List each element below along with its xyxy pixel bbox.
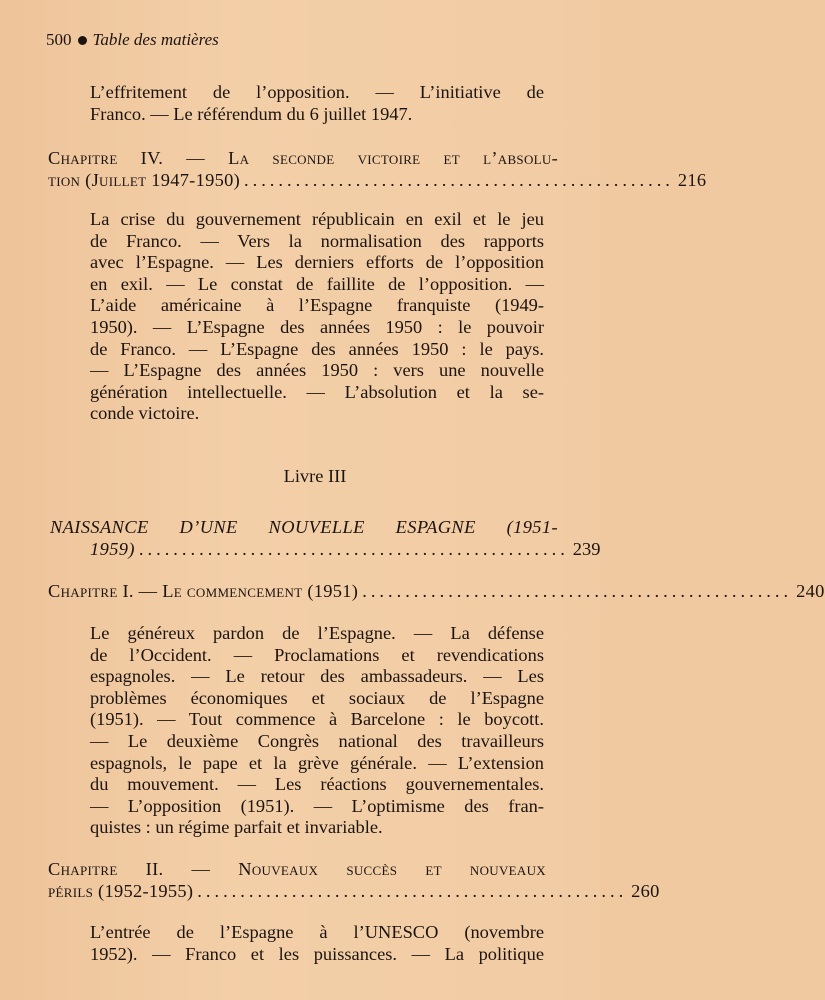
chapter-iv-heading [48,148,707,191]
summary-line: espagnols, le pape et la grève générale. — L’extension [90,752,544,773]
continuation-summary [90,82,544,125]
summary-line: — Le deuxième Congrès national des travailleurs [90,730,544,751]
chapter-title-line: Chapitre II. — Nouveaux succès et nouveaux [48,859,546,879]
book-iii-title [48,517,601,560]
summary-line: de Franco. — Vers la normalisation des rapports [90,230,544,251]
chapter-title-line: Chapitre I. — Le commencement (1951) [48,581,359,601]
summary-line: — L’Espagne des années 1950 : vers une nouvelle [90,360,544,381]
book-label [0,466,630,488]
bullet-icon [78,36,87,45]
running-title: Table des matières [92,30,219,49]
chapter-entry [48,581,825,603]
summary-line: 1950). — L’Espagne des années 1950 : le pouvoir [90,316,544,337]
summary-line: L’effritement de l’opposition. — L’initiative de [90,82,544,102]
chapter-ii-summary [90,922,544,965]
summary-line: (1951). — Tout commence à Barcelone : le boycott. [90,709,544,730]
book-entry [48,538,601,561]
summary-line: 1952). — Franco et les puissances. — La politique [90,943,544,964]
summary-line: de l’Occident. — Proclamations et revendications [90,644,544,665]
dot-leader: .................................................. [362,581,793,601]
book-page-number: 239 [572,538,601,559]
chapter-entry [48,169,707,192]
summary-line: La crise du gouvernement républicain en exil et le jeu [90,209,544,229]
chapter-page-number: 260 [631,880,660,901]
summary-line: problèmes économiques et sociaux de l’Espagne [90,687,544,708]
dot-leader: .................................................. [244,169,674,190]
chapter-entry [48,880,660,903]
summary-line: L’aide américaine à l’Espagne franquiste (1949- [90,295,544,316]
summary-line: Franco. — Le référendum du 6 juillet 1947. [90,103,413,124]
chapter-page-number: 216 [677,169,707,190]
summary-line: quistes : un régime parfait et invariable. [90,817,383,838]
summary-line: du mouvement. — Les réactions gouvernementales. [90,774,544,795]
summary-line: avec l’Espagne. — Les derniers efforts de l’opposition [90,252,544,273]
book-label-text: Livre III [283,466,347,486]
chapter-i-heading [48,581,825,603]
summary-line: génération intellectuelle. — L’absolution et la se- [90,381,544,402]
chapter-title-line: périls (1952-1955) [48,880,194,901]
summary-line: espagnoles. — Le retour des ambassadeurs. — Les [90,666,544,687]
book-title-line: NAISSANCE D’UNE NOUVELLE ESPAGNE (1951- [50,517,558,537]
dot-leader: .................................................. [197,880,628,901]
summary-line: de Franco. — L’Espagne des années 1950 : le pays. [90,338,544,359]
summary-line: Le généreux pardon de l’Espagne. — La défense [90,623,544,643]
chapter-ii-heading [48,859,660,902]
chapter-i-summary [90,623,544,839]
chapter-title-line: tion (Juillet 1947-1950) [48,169,241,190]
summary-line: — L’opposition (1951). — L’optimisme des fran- [90,795,544,816]
summary-line: en exil. — Le constat de faillite de l’opposition. — [90,273,544,294]
running-header [46,30,219,50]
chapter-page-number: 240 [796,581,825,601]
dot-leader: .................................................. [138,538,569,559]
book-title-line: 1959) [90,538,135,559]
summary-line: conde victoire. [90,403,200,424]
summary-line: L’entrée de l’Espagne à l’UNESCO (novembre [90,922,544,942]
page-number: 500 [46,30,72,49]
chapter-iv-summary [90,209,544,425]
chapter-title-line: Chapitre IV. — La seconde victoire et l’absolu- [48,148,558,168]
